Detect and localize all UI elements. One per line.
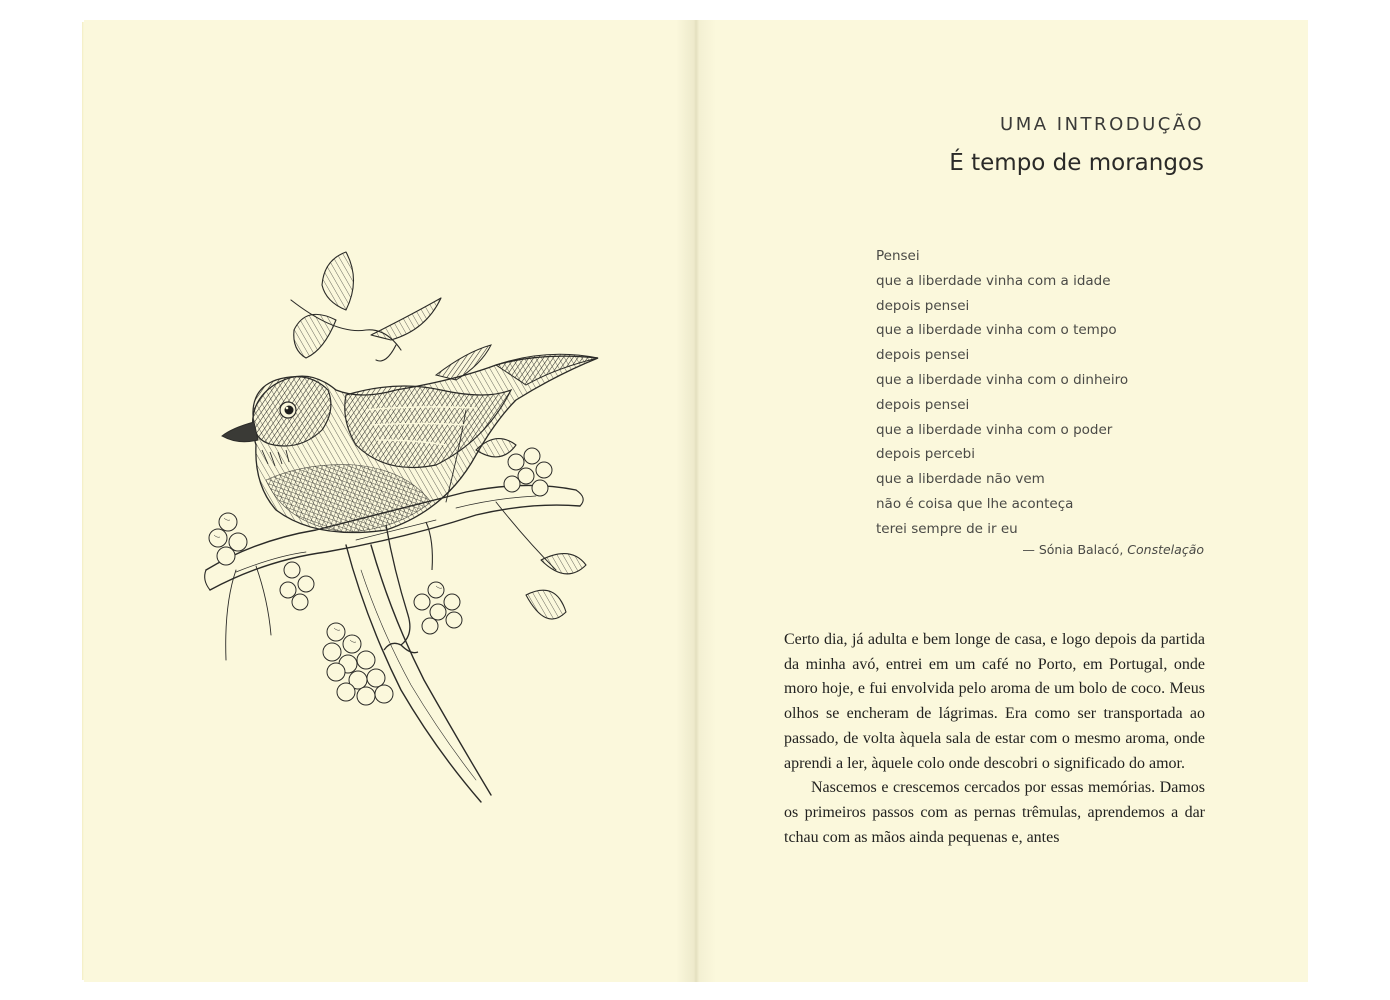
poem-line: Pensei xyxy=(876,248,920,264)
body-paragraph: Certo dia, já adulta e bem longe de casa, e logo depois da partida da minha avó, entrei em um café no Porto, em Portugal, onde moro hoje, e fui envolvida pelo aroma de um bolo de coco. Meus olhos se encheram de lágrimas. Era como ser transportada ao passado, de volta àquela sala de estar com o mesmo aroma, onde aprendi a ler, àquele colo onde descobri o significado do amor. xyxy=(784,631,1205,772)
bird-on-branch-illustration-icon xyxy=(196,240,616,810)
poem-line: depois pensei xyxy=(876,396,970,413)
body-paragraph: Nascemos e crescemos cercados por essas memórias. Damos os primeiros passos com as pernas trêmulas, aprendemos a dar tchau com as mãos ainda pequenas e, antes xyxy=(784,779,1205,846)
section-label: UMA INTRODUÇÃO xyxy=(1000,114,1204,135)
attribution-author: — Sónia Balacó, xyxy=(1022,542,1128,557)
poem-line: que a liberdade vinha com o tempo xyxy=(876,322,1117,339)
epigraph-poem xyxy=(876,244,1128,542)
poem-line: depois pensei xyxy=(876,297,970,314)
chapter-title: É tempo de morangos xyxy=(949,150,1204,176)
poem-line: depois pensei xyxy=(876,347,970,364)
body-text xyxy=(784,628,1205,850)
poem-line: que a liberdade não vem xyxy=(876,471,1045,488)
poem-line: que a liberdade vinha com o dinheiro xyxy=(876,371,1129,388)
epigraph-attribution xyxy=(1022,542,1204,557)
poem-line: não é coisa que lhe aconteça xyxy=(876,495,1074,512)
attribution-work-title: Constelação xyxy=(1127,542,1204,557)
poem-line: depois percebi xyxy=(876,446,975,463)
poem-line: terei sempre de ir eu xyxy=(876,520,1018,537)
poem-line: que a liberdade vinha com o poder xyxy=(876,421,1113,438)
book-gutter xyxy=(676,20,716,982)
poem-line: que a liberdade vinha com a idade xyxy=(876,272,1111,289)
